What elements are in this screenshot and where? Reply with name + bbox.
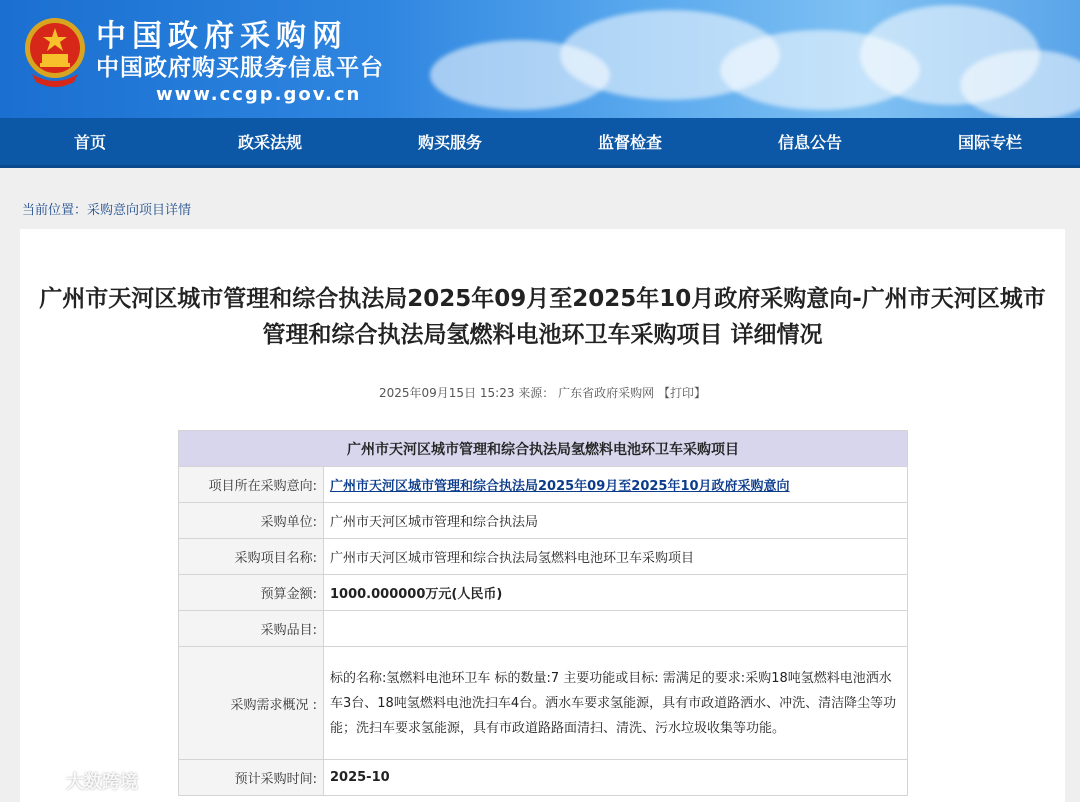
print-link[interactable]: 【打印】: [657, 386, 706, 400]
row-label: 项目所在采购意向:: [179, 467, 324, 503]
nav-item-announcements[interactable]: 信息公告: [777, 133, 842, 152]
breadcrumb-current[interactable]: 采购意向项目详情: [87, 203, 192, 218]
site-name: 中国政府采购网: [96, 19, 348, 54]
watermark-logo-icon: [38, 772, 60, 790]
row-label: 采购需求概况 :: [179, 647, 324, 760]
intention-link[interactable]: 广州市天河区城市管理和综合执法局2025年09月至2025年10月政府采购意向: [330, 479, 790, 494]
row-label: 采购项目名称:: [179, 539, 324, 575]
main-nav: [0, 118, 1080, 168]
source-name: 广东省政府采购网: [558, 386, 655, 400]
article-meta: [20, 384, 1065, 401]
watermark-text: 大数跨境: [66, 772, 138, 793]
nav-item-home[interactable]: 首页: [73, 133, 106, 152]
nav-item-regulations[interactable]: 政采法规: [237, 133, 302, 152]
publish-datetime: 2025年09月15日 15:23: [378, 386, 515, 400]
row-value: 广州市天河区城市管理和综合执法局氢燃料电池环卫车采购项目: [324, 539, 908, 575]
row-value: 标的名称:氢燃料电池环卫车 标的数量:7 主要功能或目标: 需满足的要求:采购18吨氢燃料电池洒水车3台、18吨氢燃料电池洗扫车4台。洒水车要求氢能源，具有市政道路洒水、冲洗、清洁降尘等功能；洗扫车要求氢能源，具有市政道路路面清扫、清洗、污水垃圾收集等功能。: [324, 647, 908, 760]
row-label: 采购单位:: [179, 503, 324, 539]
row-label: 预计采购时间:: [179, 760, 324, 796]
table-row: [179, 503, 908, 539]
detail-table: [178, 430, 908, 796]
row-label: 预算金额:: [179, 575, 324, 611]
table-row: [179, 611, 908, 647]
table-row: [179, 760, 908, 796]
nav-item-supervision[interactable]: 监督检查: [597, 133, 662, 152]
source-label: 来源：: [518, 386, 555, 400]
content-panel: [20, 229, 1065, 802]
row-value: 广州市天河区城市管理和综合执法局: [324, 503, 908, 539]
site-banner: [0, 0, 1080, 118]
table-row: [179, 539, 908, 575]
site-subtitle: 中国政府购买服务信息平台: [96, 55, 384, 81]
row-value: 2025-10: [324, 760, 908, 796]
table-row: [179, 575, 908, 611]
watermark: [38, 768, 138, 794]
nav-item-international[interactable]: 国际专栏: [957, 133, 1022, 152]
row-label: 采购品目:: [179, 611, 324, 647]
table-row: [179, 467, 908, 503]
national-emblem-icon: [22, 14, 88, 90]
breadcrumb: [22, 199, 191, 218]
table-header: 广州市天河区城市管理和综合执法局氢燃料电池环卫车采购项目: [179, 431, 908, 467]
page-title: 广州市天河区城市管理和综合执法局2025年09月至2025年10月政府采购意向-广州市天河区城市管理和综合执法局氢燃料电池环卫车采购项目 详细情况: [39, 286, 1046, 348]
nav-item-purchase-services[interactable]: 购买服务: [417, 133, 482, 152]
breadcrumb-prefix: 当前位置：: [22, 203, 88, 218]
row-value: 1000.000000万元(人民币): [324, 575, 908, 611]
site-url[interactable]: www.ccgp.gov.cn: [156, 84, 362, 105]
row-value: [324, 611, 908, 647]
table-row: [179, 647, 908, 760]
